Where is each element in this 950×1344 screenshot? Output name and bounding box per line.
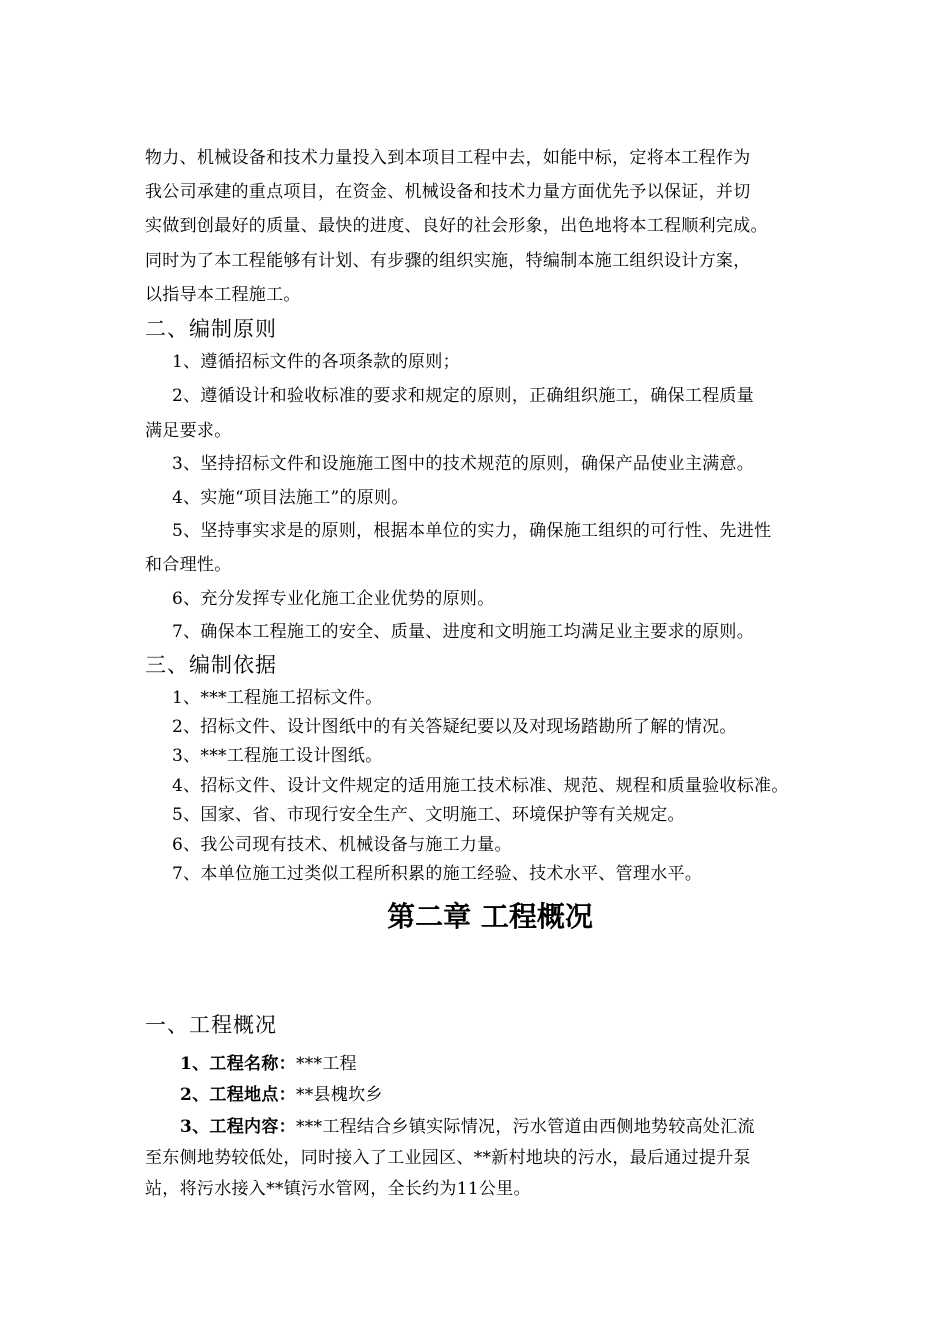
basis-item-4: 4、招标文件、设计文件规定的适用施工技术标准、规范、规程和质量验收标准。 [172,776,789,796]
project-content-line-2: 至东侧地势较低处，同时接入了工业园区、**新村地块的污水，最后通过提升泵 [145,1148,751,1168]
principle-item-2-cont: 满足要求。 [145,421,232,441]
basis-item-3: 3、***工程施工设计图纸。 [172,746,383,766]
chapter-title: 第二章 工程概况 [387,900,593,933]
section-heading-principles: 二、编制原则 [145,317,277,341]
project-location-label: 2、工程地点： [180,1085,296,1105]
principle-item-4: 4、实施“项目法施工”的原则。 [172,488,409,508]
project-content-line-3: 站，将污水接入**镇污水管网，全长约为11公里。 [145,1179,531,1199]
project-content-label: 3、工程内容： [180,1117,296,1137]
basis-item-5: 5、国家、省、市现行安全生产、文明施工、环境保护等有关规定。 [172,805,685,825]
principle-item-7: 7、确保本工程施工的安全、质量、进度和文明施工均满足业主要求的原则。 [172,622,755,642]
project-content-line-1: ***工程结合乡镇实际情况，污水管道由西侧地势较高处汇流 [295,1117,755,1137]
section-heading-overview: 一、工程概况 [145,1013,277,1037]
basis-item-7: 7、本单位施工过类似工程所积累的施工经验、技术水平、管理水平。 [172,864,703,884]
principle-item-5-cont: 和合理性。 [145,555,232,575]
principle-item-2: 2、遵循设计和验收标准的要求和规定的原则，正确组织施工，确保工程质量 [172,386,755,406]
section-heading-basis: 三、编制依据 [145,653,277,677]
intro-line-3: 实做到创最好的质量、最快的进度、良好的社会形象，出色地将本工程顺利完成。 [145,216,768,236]
intro-line-4: 同时为了本工程能够有计划、有步骤的组织实施，特编制本施工组织设计方案， [145,251,751,271]
intro-line-2: 我公司承建的重点项目，在资金、机械设备和技术力量方面优先予以保证，并切 [145,182,751,202]
project-name-value: ***工程 [295,1054,357,1074]
principle-item-3: 3、坚持招标文件和设施施工图中的技术规范的原则，确保产品使业主满意。 [172,454,755,474]
principle-item-5: 5、坚持事实求是的原则，根据本单位的实力，确保施工组织的可行性、先进性 [172,521,772,541]
overview-item-content [180,1116,755,1138]
principle-item-6: 6、充分发挥专业化施工企业优势的原则。 [172,589,495,609]
overview-item-name [180,1053,357,1075]
overview-item-location [180,1084,383,1106]
intro-line-5: 以指导本工程施工。 [145,285,301,305]
project-location-value: **县槐坎乡 [295,1085,383,1105]
intro-line-1: 物力、机械设备和技术力量投入到本项目工程中去，如能中标，定将本工程作为 [145,148,751,168]
principle-item-1: 1、遵循招标文件的各项条款的原则； [172,352,460,372]
basis-item-6: 6、我公司现有技术、机械设备与施工力量。 [172,835,512,855]
basis-item-1: 1、***工程施工招标文件。 [172,688,383,708]
basis-item-2: 2、招标文件、设计图纸中的有关答疑纪要以及对现场踏勘所了解的情况。 [172,717,737,737]
project-name-label: 1、工程名称： [180,1054,296,1074]
